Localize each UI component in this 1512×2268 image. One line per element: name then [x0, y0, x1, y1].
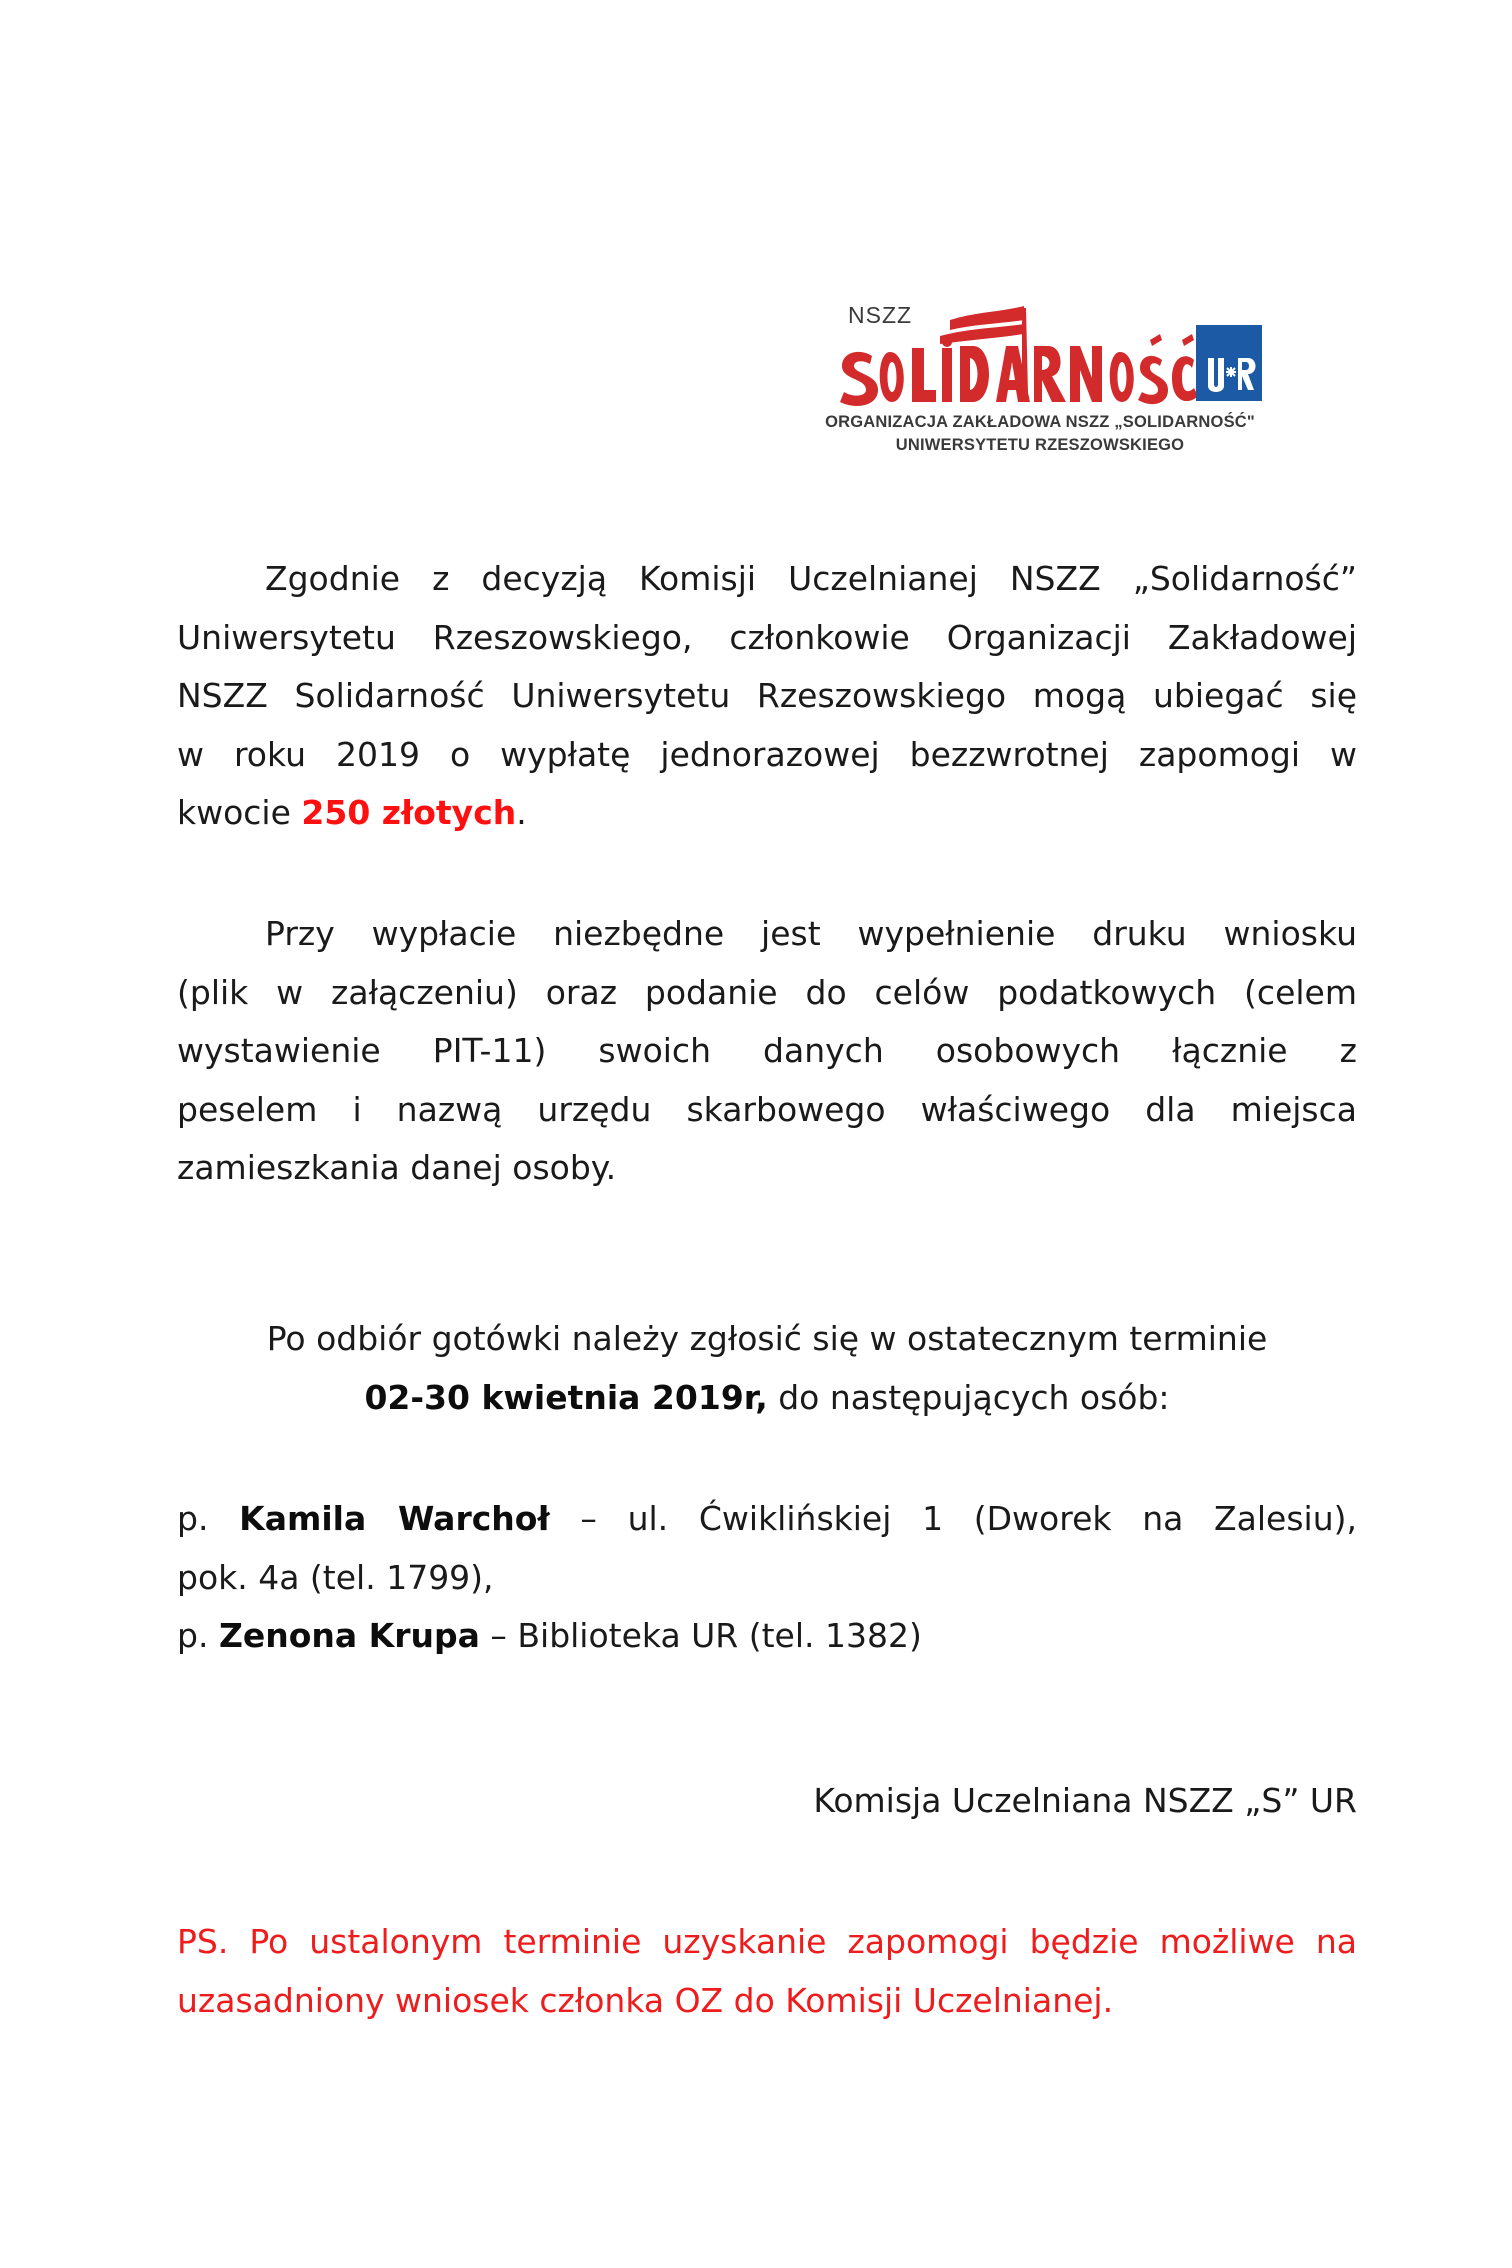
text-line: [177, 784, 1357, 843]
amount-suffix: .: [516, 793, 527, 832]
signature-text: Komisja Uczelniana NSZZ „S” UR: [813, 1781, 1357, 1820]
text-line: w roku 2019 o wypłatę jednorazowej bezzwrotnej zapomogi w: [177, 734, 1357, 774]
contact-prefix: p.: [177, 1499, 240, 1538]
contact-item: [177, 1607, 1357, 1666]
signature: [177, 1772, 1357, 1831]
amount-highlight: 250 złotych: [301, 793, 517, 832]
text-line: Przy wypłacie niezbędne jest wypełnienie druku wniosku: [265, 914, 1357, 953]
ur-logo-icon: [1196, 325, 1262, 401]
paragraph-decision: [177, 550, 1357, 843]
contact-details: – ul. Ćwiklińskiej 1 (Dworek na Zalesiu),: [549, 1499, 1357, 1538]
contact-list: [177, 1490, 1357, 1666]
text-line: peselem i nazwą urzędu skarbowego właściwego dla miejsca: [177, 1089, 1357, 1129]
text-line: zamieszkania danej osoby.: [177, 1148, 617, 1187]
logo-nszz-text: NSZZ: [848, 302, 913, 328]
contact-name: Kamila Warchoł: [239, 1499, 550, 1538]
amount-prefix: kwocie: [177, 793, 302, 832]
text-line: NSZZ Solidarność Uniwersytetu Rzeszowskiego mogą ubiegać się: [177, 676, 1357, 715]
logo-caption-line1: ORGANIZACJA ZAKŁADOWA NSZZ „SOLIDARNOŚĆ": [825, 413, 1255, 431]
text-line: Uniwersytetu Rzeszowskiego, członkowie Organizacji Zakładowej: [177, 617, 1357, 657]
pickup-dates: 02-30 kwietnia 2019r,: [364, 1377, 768, 1417]
text-line: Po odbiór gotówki należy zgłosić się w ostatecznym terminie: [266, 1319, 1268, 1358]
solidarnosc-ur-logo: [790, 290, 1290, 470]
solidarnosc-wordmark: [840, 334, 1198, 406]
text-line: [177, 1369, 1357, 1428]
contact-prefix: p.: [177, 1616, 219, 1655]
text-line: uzasadniony wniosek członka OZ do Komisji Uczelnianej.: [177, 1980, 1114, 2020]
paragraph-requirements: [177, 905, 1357, 1198]
text-line: (plik w załączeniu) oraz podanie do celów podatkowych (celem: [177, 972, 1357, 1012]
text-line: PS. Po ustalonym terminie uzyskanie zapomogi będzie możliwe na: [177, 1922, 1357, 1961]
contact-details: – Biblioteka UR (tel. 1382): [479, 1616, 922, 1655]
text-line: Zgodnie z decyzją Komisji Uczelnianej NSZZ „Solidarność”: [265, 559, 1357, 598]
text-line: wystawienie PIT-11) swoich danych osobowych łącznie z: [177, 1031, 1357, 1070]
paragraph-pickup: [177, 1310, 1357, 1427]
logo-caption-line2: UNIWERSYTETU RZESZOWSKIEGO: [895, 436, 1185, 454]
contact-name: Zenona Krupa: [218, 1616, 480, 1655]
postscript: [177, 1913, 1357, 2030]
pickup-suffix: do następujących osób:: [767, 1377, 1170, 1417]
contact-details-continued: pok. 4a (tel. 1799),: [177, 1557, 494, 1597]
contact-item: [177, 1490, 1357, 1549]
